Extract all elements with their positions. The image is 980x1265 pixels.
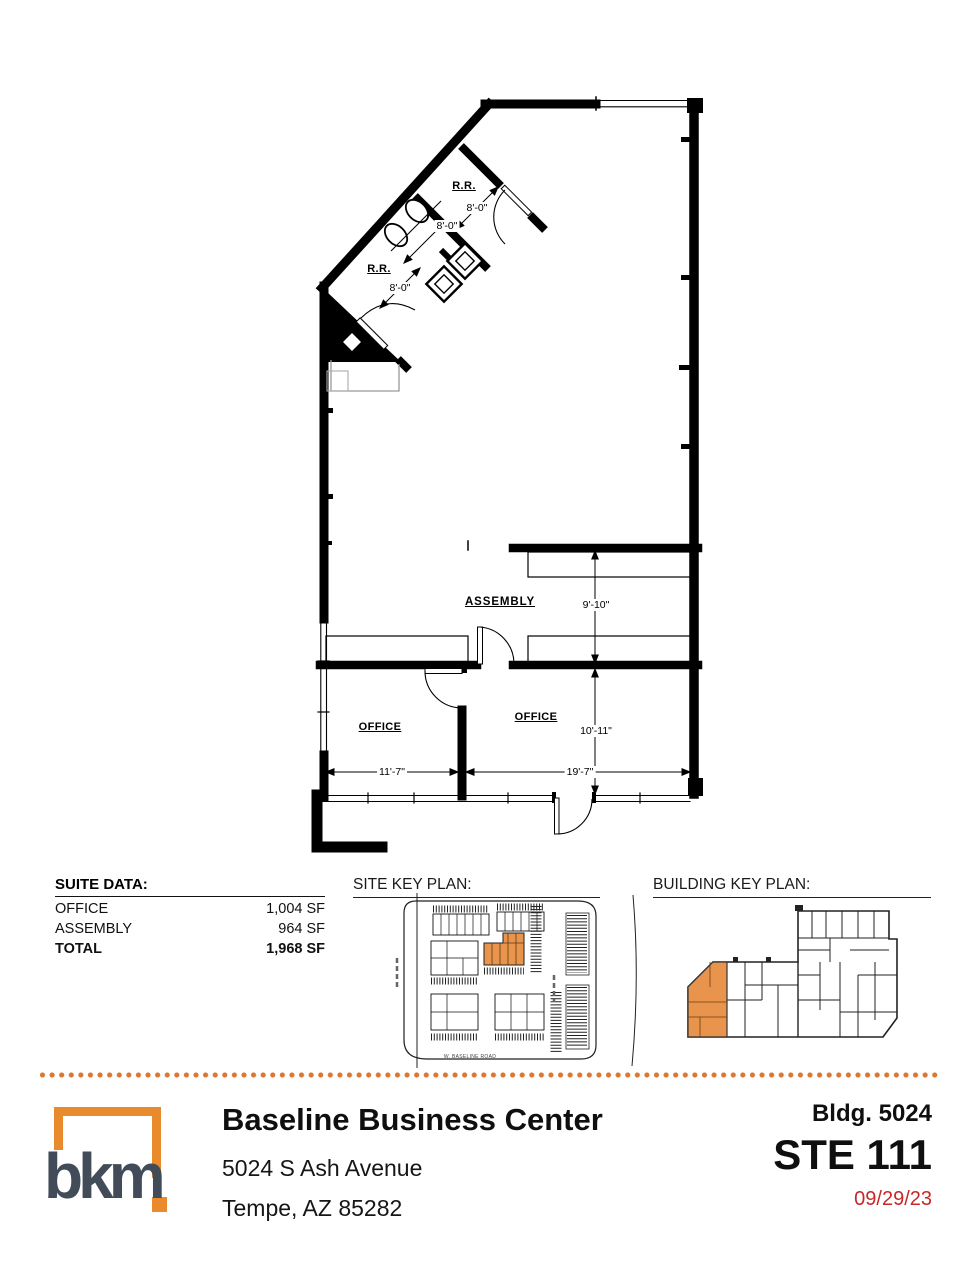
suite-data-value: 964 SF [278, 921, 325, 937]
suite-data-label: ASSEMBLY [55, 921, 133, 937]
suite-number: STE 111 [773, 1131, 932, 1178]
dimension-lines [326, 187, 690, 794]
site-key-plan-heading: SITE KEY PLAN: [353, 876, 600, 898]
dimension-rr-b: 8'-0" [436, 220, 458, 232]
property-name: Baseline Business Center [222, 1102, 603, 1137]
dimension-assembly: 9'-10" [582, 599, 610, 611]
suite-data-row-assembly [55, 919, 325, 939]
suite-data-table [55, 899, 325, 959]
suite-data-value: 1,968 SF [266, 941, 325, 957]
suite-data-block [55, 876, 325, 959]
dimension-office: 10'-11" [580, 725, 612, 737]
logo-frame-top [54, 1107, 161, 1116]
floor-plan [317, 97, 703, 847]
bkm-logo [44, 1102, 172, 1216]
address-line1: 5024 S Ash Avenue [222, 1155, 423, 1181]
suite-data-row-total [55, 939, 325, 959]
room-label-office-left: OFFICE [358, 721, 402, 733]
site-key-plan-map [397, 893, 636, 1068]
suite-data-label: TOTAL [55, 941, 102, 957]
address-line2: Tempe, AZ 85282 [222, 1195, 403, 1221]
plan-date: 09/29/23 [854, 1188, 932, 1211]
suite-data-row-office [55, 899, 325, 919]
building-highlighted-suite [688, 962, 727, 1037]
orange-dotted-divider [40, 1072, 940, 1078]
suite-data-heading: SUITE DATA: [55, 876, 325, 897]
room-label-office-right: OFFICE [514, 711, 558, 723]
building-key-plan-heading: BUILDING KEY PLAN: [653, 876, 931, 898]
dimension-office-left: 11'-7" [379, 766, 405, 778]
restrooms [326, 146, 545, 391]
site-highlighted-building [484, 933, 524, 965]
footer-right-block [700, 1100, 932, 1211]
logo-text: bkm [44, 1140, 161, 1212]
room-label-assembly: ASSEMBLY [464, 596, 536, 608]
room-label-rr-upper: R.R. [452, 180, 476, 192]
dimension-rr-c: 8'-0" [389, 282, 411, 294]
dimension-rr-a: 8'-0" [466, 202, 488, 214]
building-key-plan-map [688, 905, 897, 1037]
suite-data-label: OFFICE [55, 901, 109, 917]
site-road-label: W. BASELINE ROAD [443, 1054, 497, 1060]
dimension-office-right: 19'-7" [566, 766, 594, 778]
building-number: Bldg. 5024 [811, 1100, 932, 1127]
suite-data-value: 1,004 SF [266, 901, 325, 917]
room-label-rr-lower: R.R. [367, 263, 391, 275]
